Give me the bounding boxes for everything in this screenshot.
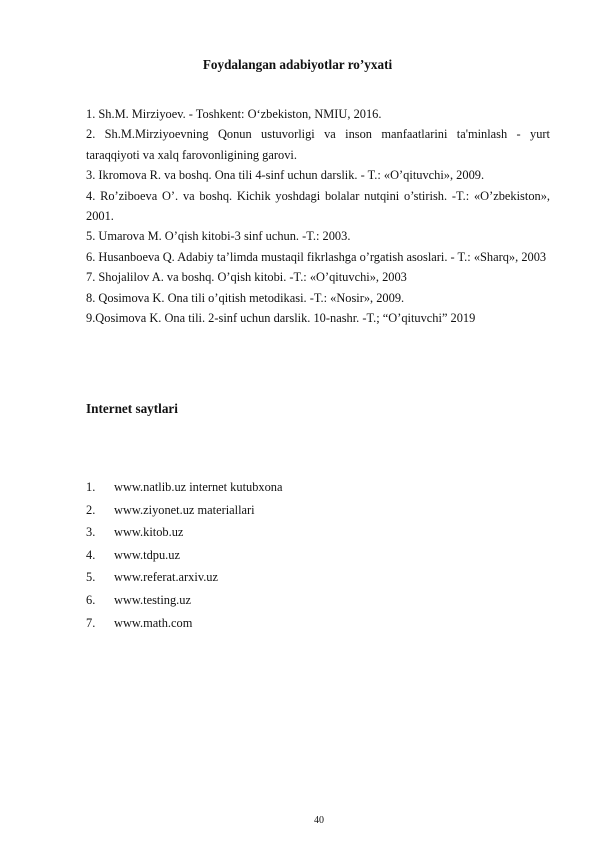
list-item [86,589,516,612]
reference-number: 9. [86,311,96,326]
site-link[interactable]: www.testing.uz [114,592,191,607]
internet-sites-list [86,476,516,634]
reference-item [86,288,550,308]
list-item [86,544,516,567]
site-link[interactable]: www.tdpu.uz [114,547,180,562]
references-list [86,104,550,328]
reference-item [86,267,550,287]
reference-item [86,247,550,267]
list-item [86,499,516,522]
reference-text: Qosimova K. Ona tili. 2-sinf uchun darslik. 10-nashr. -T.; “O’qituvchi” 2019 [95,311,476,326]
reference-number: 7. [86,270,96,285]
site-link[interactable]: www.referat.arxiv.uz [114,570,219,585]
reference-text: Ro’ziboeva O’. va boshq. Kichik yoshdagi bolalar nutqini o’stirish. -T.: «O’zbekiston», 2001. [86,188,550,224]
reference-text: Umarova M. O’qish kitobi-3 sinf uchun. -T.: 2003. [95,229,351,244]
page-number: 40 [314,815,324,826]
reference-item [86,186,550,227]
list-item-number: 4. [86,547,96,562]
list-item [86,566,516,589]
list-item-number: 2. [86,502,96,517]
site-link[interactable]: www.ziyonet.uz materiallari [114,502,255,517]
page-title: Foydalangan adabiyotlar ro’yxati [202,57,393,72]
reference-text: Qosimova K. Ona tili o’qitish metodikasi. -T.: «Nosir», 2009. [95,290,405,305]
reference-text: Sh.M.Mirziyoevning Qonun ustuvorligi va inson manfaatlarini ta'minlash - yurt taraqqiyoti va xalq farovonligining garovi. [86,127,550,162]
reference-text: Sh.M. Mirziyoev. - Toshkent: O‘zbekiston, NMIU, 2016. [95,107,382,121]
list-item-number: 6. [86,592,96,607]
list-item-number: 5. [86,570,96,585]
reference-number: 8. [86,290,96,305]
site-link[interactable]: www.natlib.uz internet kutubxona [114,480,283,494]
reference-number: 3. [86,168,96,183]
list-item-number: 3. [86,525,96,540]
reference-item [86,104,550,124]
reference-text: Shojalilov A. va boshq. O’qish kitobi. -T.: «O’qituvchi», 2003 [95,270,407,285]
reference-number: 5. [86,229,96,244]
list-item [86,476,516,499]
list-item-number: 7. [86,615,96,630]
internet-section-title: Internet saytlari [86,401,178,416]
site-link[interactable]: www.kitob.uz [114,525,184,540]
reference-item [86,308,550,328]
reference-item [86,124,550,165]
list-item [86,521,516,544]
reference-text: Husanboeva Q. Adabiy ta’limda mustaqil fikrlashga o’rgatish asoslari. - T.: «Sharq», 2003 [95,249,547,264]
reference-number: 1. [86,107,96,121]
reference-number: 2. [86,127,96,142]
list-item [86,612,516,635]
reference-item [86,165,550,185]
reference-item [86,226,550,246]
reference-number: 6. [86,249,96,264]
site-link[interactable]: www.math.com [114,615,193,630]
list-item-number: 1. [86,480,96,494]
reference-number: 4. [86,188,96,203]
reference-text: Ikromova R. va boshq. Ona tili 4-sinf uchun darslik. - T.: «O’qituvchi», 2009. [95,168,485,183]
